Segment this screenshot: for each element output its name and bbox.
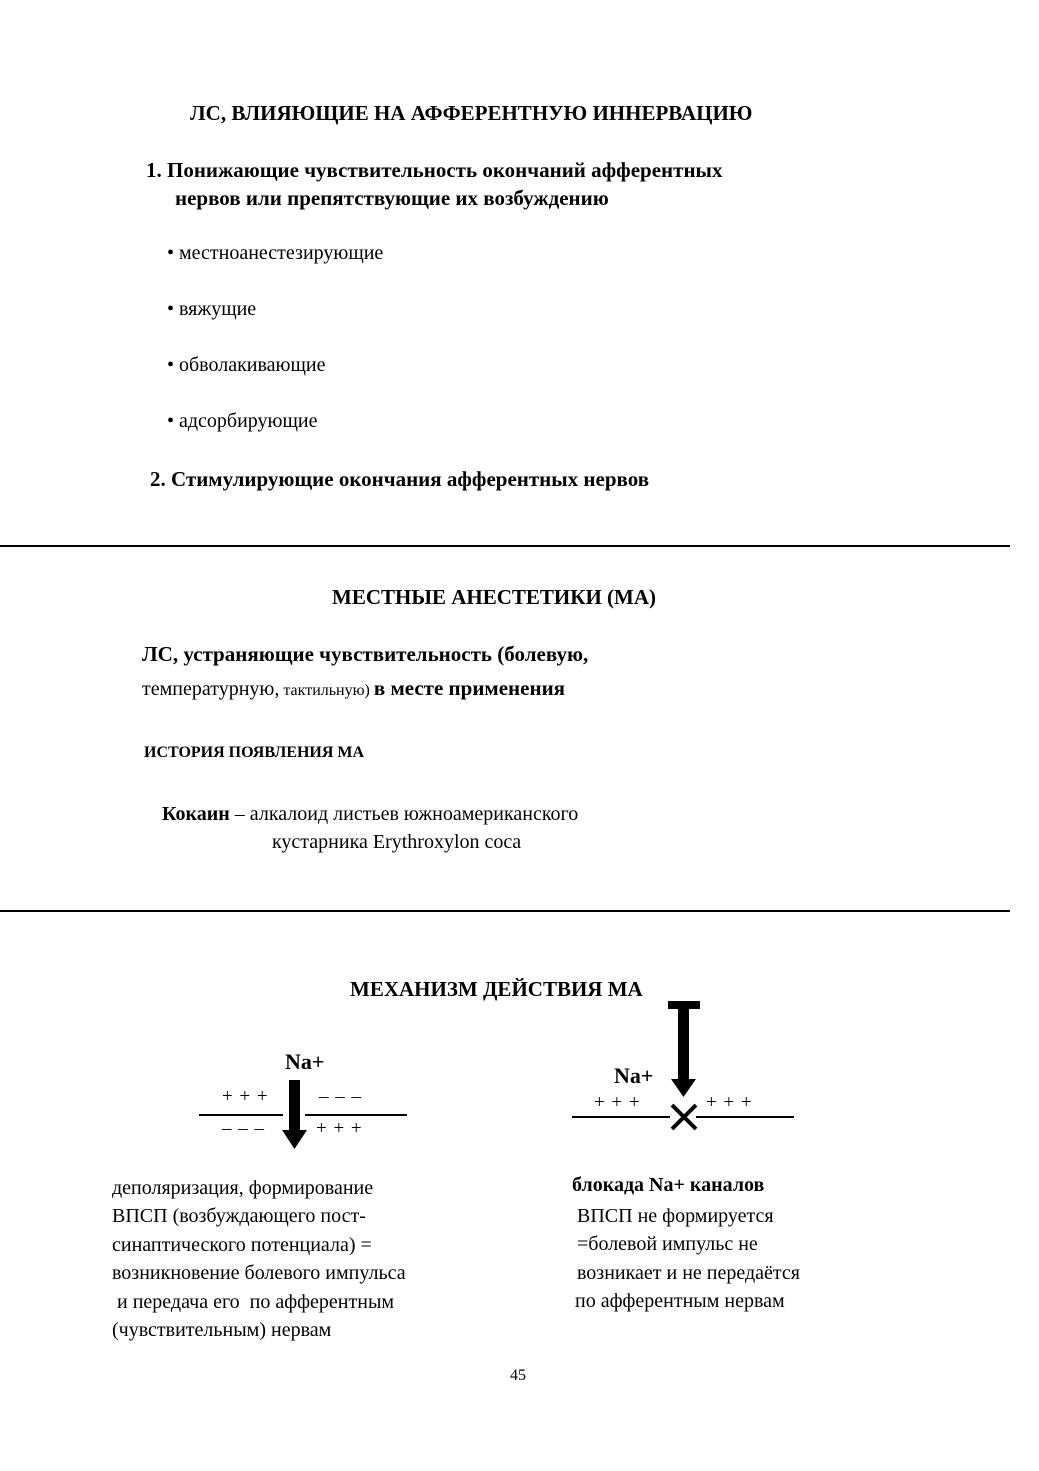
section-title-local-anesthetics: МЕСТНЫЕ АНЕСТЕТИКИ (МА) <box>332 585 657 609</box>
blocked-channel <box>560 995 810 1135</box>
section-divider <box>0 545 1010 547</box>
caption-line: возникновение болевого импульса <box>112 1262 406 1285</box>
cocaine-line-2: кустарника Erythroxylon coca <box>272 831 522 853</box>
depolarization-caption <box>112 1174 406 1344</box>
bullet-item: • обволакивающие <box>167 354 326 376</box>
sodium-label: Na+ <box>614 1063 654 1088</box>
charges-left: + + + <box>594 1092 641 1113</box>
cocaine-definition: – алкалоид листьев южноамериканского <box>234 803 579 825</box>
section-title-mechanism: МЕХАНИЗМ ДЕЙСТВИЯ МА <box>350 977 643 1001</box>
definition-line-2 <box>142 676 565 701</box>
charges-right: + + + <box>706 1092 753 1113</box>
history-heading: ИСТОРИЯ ПОЯВЛЕНИЯ МА <box>144 744 365 761</box>
definition-bold-text: в месте применения <box>373 676 566 700</box>
bullet-item: • местноанестезирующие <box>167 242 384 264</box>
cocaine-term: Кокаин <box>162 803 230 825</box>
caption-line: ВПСП (возбуждающего пост- <box>112 1205 366 1228</box>
arrow-down-icon <box>282 1130 307 1149</box>
inhibitor-shaft <box>678 1005 689 1081</box>
charges-inner-left: – – – <box>222 1118 265 1139</box>
blockade-caption-title: блокада Na+ каналов <box>572 1174 765 1196</box>
charges-outer-left: + + + <box>222 1086 269 1107</box>
caption-line: =болевой импульс не <box>577 1233 758 1256</box>
definition-normal-text: температурную, <box>142 678 280 700</box>
bullet-item: • адсорбирующие <box>167 410 318 432</box>
arrow-down-icon <box>671 1079 696 1097</box>
definition-small-text: тактильную) <box>283 682 370 699</box>
section-title-afferent: ЛС, ВЛИЯЮЩИЕ НА АФФЕРЕНТНУЮ ИННЕРВАЦИЮ <box>190 101 753 125</box>
membrane-with-arrow <box>195 1075 415 1155</box>
charges-inner-right: + + + <box>316 1118 363 1139</box>
arrow-shaft <box>289 1080 300 1132</box>
item-1-line-2: нервов или препятствующие их возбуждению <box>175 186 609 210</box>
definition-line-1: ЛС, устраняющие чувствительность (болевую, <box>142 642 589 666</box>
caption-line: (чувствительным) нервам <box>112 1319 332 1342</box>
bullet-item: • вяжущие <box>167 298 257 320</box>
caption-line: и передача его по афферентным <box>112 1290 395 1313</box>
charges-outer-right: – – – <box>319 1086 362 1107</box>
caption-line: возникает и не передаётся <box>577 1261 800 1284</box>
caption-line: синаптического потенциала) = <box>112 1233 372 1256</box>
caption-line: деполяризация, формирование <box>112 1177 374 1199</box>
page-number: 45 <box>510 1367 526 1384</box>
sodium-label: Na+ <box>285 1049 325 1074</box>
item-2: 2. Стимулирующие окончания афферентных нервов <box>150 467 650 491</box>
blockade-caption <box>577 1202 800 1316</box>
cocaine-line-1 <box>162 803 578 826</box>
item-1-line-1: 1. Понижающие чувствительность окончаний афферентных <box>146 158 723 182</box>
section-divider <box>0 910 1010 912</box>
caption-line: по афферентным нервам <box>575 1290 785 1313</box>
caption-line: ВПСП не формируется <box>577 1205 774 1227</box>
